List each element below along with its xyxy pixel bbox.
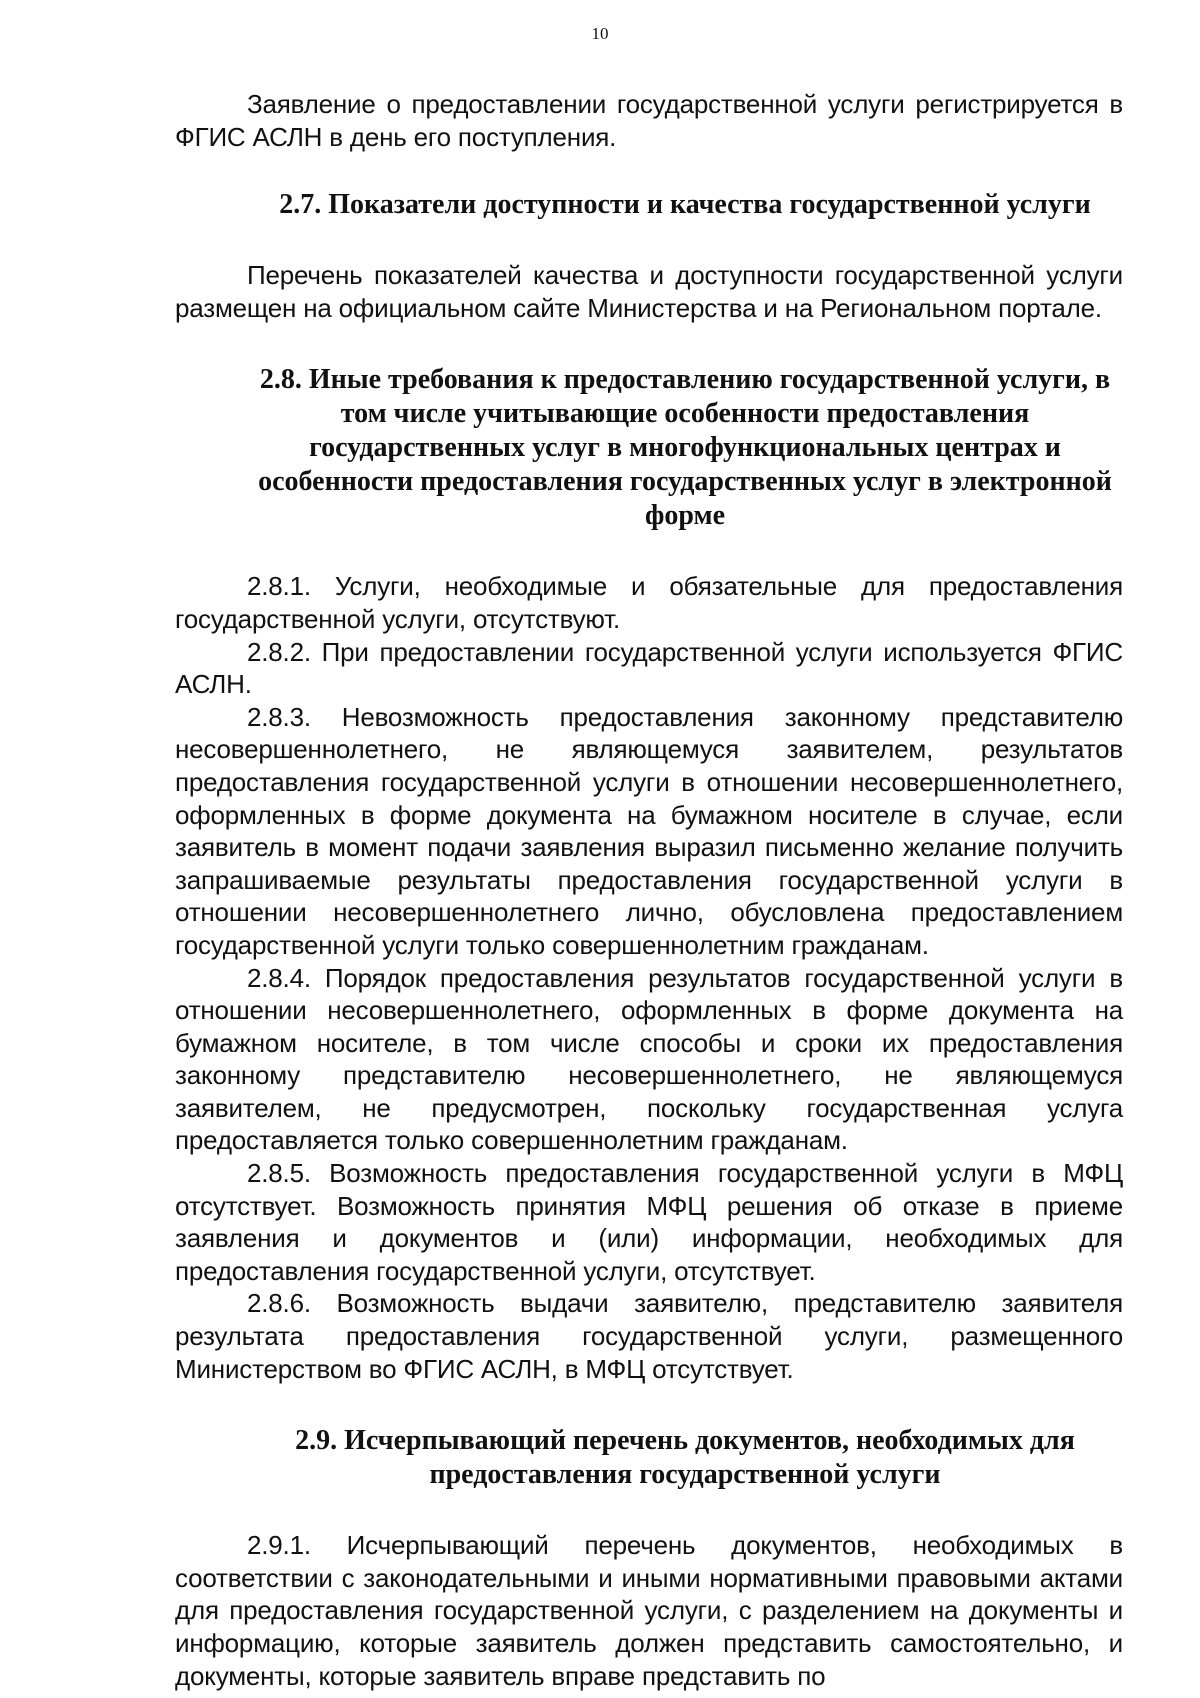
item-2-8-6: 2.8.6. Возможность выдачи заявителю, представителю заявителя результата предоставления государственной услуги, размещенного Министерством во ФГИС АСЛН, в МФЦ отсутствует. — [175, 1288, 1123, 1384]
intro-paragraph: Заявление о предоставлении государственной услуги регистрируется в ФГИС АСЛН в день его поступления. — [175, 89, 1123, 152]
item-2-8-2: 2.8.2. При предоставлении государственной услуги используется ФГИС АСЛН. — [175, 636, 1123, 700]
section-2-8-heading: 2.8. Иные требования к предоставлению государственной услуги, в том числе учитывающие особенности предоставления государственных услуг в многофункциональных центрах и особенности предоставления государственных услуг в электронной форме — [258, 364, 1112, 532]
item-2-8-1: 2.8.1. Услуги, необходимые и обязательные для предоставления государственной услуги, отсутствуют. — [175, 571, 1123, 634]
section-2-7-heading: 2.7. Показатели доступности и качества государственной услуги — [279, 189, 1091, 221]
item-2-9-1: 2.9.1. Исчерпывающий перечень документов, необходимых в соответствии с законодательными и иными нормативными правовыми актами для предоставления государственной услуги, с разделением на документы и информацию, которые заявитель должен представить самостоятельно, и документы, которые заявитель вправе представить по — [175, 1530, 1123, 1691]
page-number: 10 — [591, 24, 609, 43]
document-body — [175, 88, 1123, 1692]
section-2-9-heading: 2.9. Исчерпывающий перечень документов, необходимых для предоставления государственной услуги — [295, 1425, 1075, 1491]
item-2-8-5: 2.8.5. Возможность предоставления государственной услуги в МФЦ отсутствует. Возможность принятия МФЦ решения об отказе в приеме заявления и документов и (или) информации, необходимых для предоставления государственной услуги, отсутствует. — [175, 1158, 1123, 1286]
item-2-8-3: 2.8.3. Невозможность предоставления законному представителю несовершеннолетнего, не являющемуся заявителем, результатов предоставления государственной услуги в отношении несовершеннолетнего, оформленных в форме документа на бумажном носителе в случае, если заявитель в момент подачи заявления выразил письменно желание получить запрашиваемые результаты предоставления государственной услуги в отношении несовершеннолетнего лично, обусловлена предоставлением государственной услуги только совершеннолетним гражданам. — [175, 701, 1123, 960]
item-2-8-4: 2.8.4. Порядок предоставления результатов государственной услуги в отношении несовершеннолетнего, оформленных в форме документа на бумажном носителе, в том числе способы и сроки их предоставления законному представителю несовершеннолетнего, не являющемуся заявителем, не предусмотрен, поскольку государственная услуга предоставляется только совершеннолетним гражданам. — [175, 962, 1123, 1156]
section-2-7-paragraph: Перечень показателей качества и доступности государственной услуги размещен на официальном сайте Министерства и на Региональном портале. — [175, 260, 1123, 323]
